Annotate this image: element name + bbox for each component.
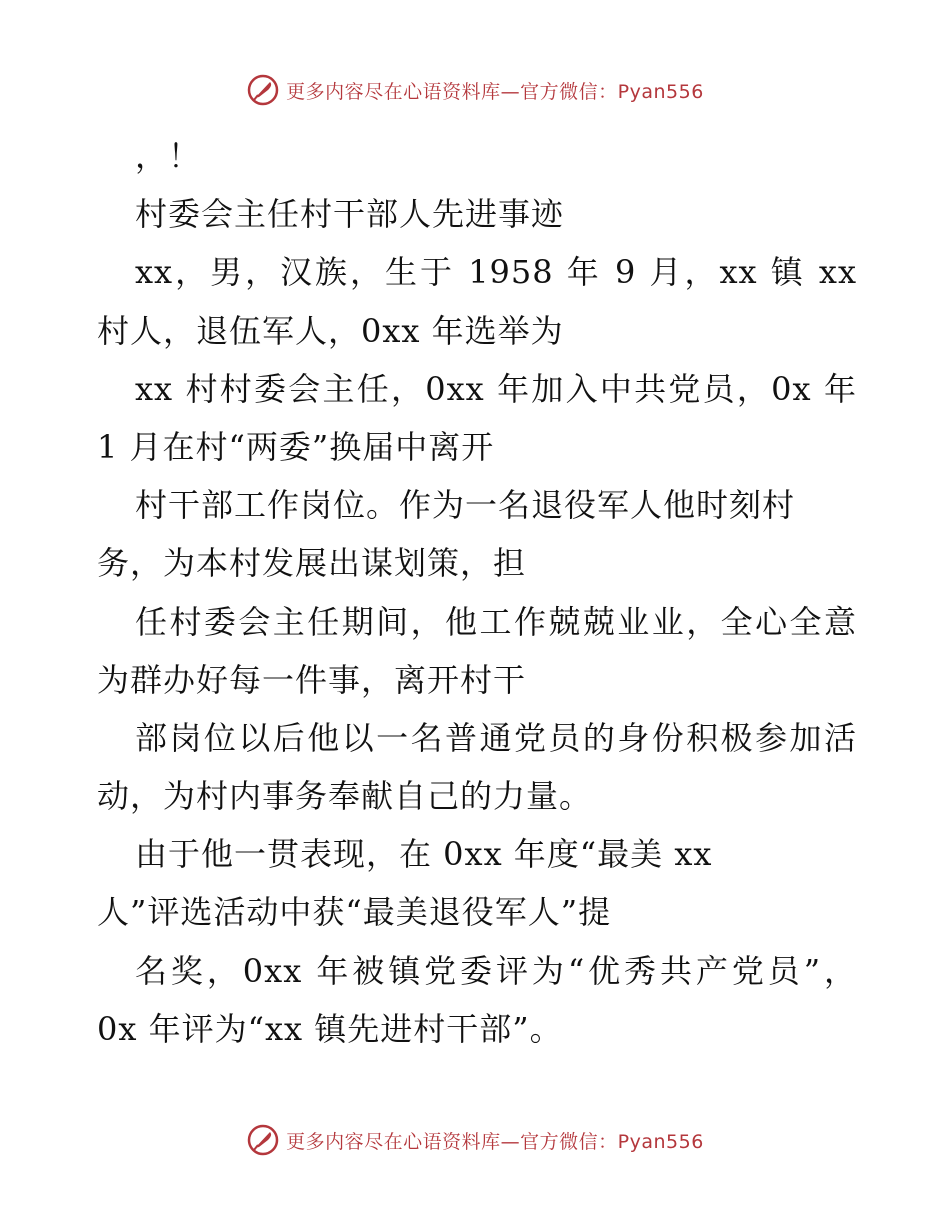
- document-body: [97, 127, 857, 1058]
- header-watermark-text: 更多内容尽在心语资料库—官方微信：Pyan556: [286, 80, 704, 103]
- paragraph-line: 村人，退伍军人，0xx 年选举为: [97, 311, 564, 350]
- document-title: 村委会主任村干部人先进事迹: [135, 195, 565, 234]
- footer-watermark: [0, 1120, 950, 1160]
- paragraph-line: ，！: [135, 137, 202, 175]
- feather-pen-logo-icon: [246, 1123, 280, 1157]
- footer-watermark-text: 更多内容尽在心语资料库—官方微信：Pyan556: [286, 1130, 704, 1153]
- paragraph-line: 由于他一贯表现，在 0xx 年度“最美 xx: [135, 835, 713, 874]
- paragraph-line: 村干部工作岗位。作为一名退役军人他时刻村: [135, 486, 796, 525]
- paragraph-line: 0x 年评为“xx 镇先进村干部”。: [97, 1009, 563, 1048]
- paragraph-line: xx，男，汉族，生于 1958 年 9 月，xx 镇 xx: [135, 253, 857, 292]
- paragraph-line: 人”评选活动中获“最美退役军人”提: [97, 893, 612, 932]
- paragraph-line: 任村委会主任期间，他工作兢兢业业，全心全意: [135, 602, 857, 641]
- paragraph-line: 1 月在村“两委”换届中离开: [97, 427, 495, 466]
- paragraph-line: 部岗位以后他以一名普通党员的身份积极参加活: [135, 718, 857, 757]
- paragraph-line: 务，为本村发展出谋划策，担: [97, 544, 527, 583]
- paragraph-line: 动，为村内事务奉献自己的力量。: [97, 777, 593, 816]
- paragraph-line: 名奖，0xx 年被镇党委评为“优秀共产党员”，: [135, 951, 857, 990]
- header-watermark: [0, 70, 950, 110]
- feather-pen-logo-icon: [246, 73, 280, 107]
- paragraph-line: 为群办好每一件事，离开村干: [97, 660, 527, 699]
- paragraph-line: xx 村村委会主任，0xx 年加入中共党员，0x 年: [135, 369, 857, 408]
